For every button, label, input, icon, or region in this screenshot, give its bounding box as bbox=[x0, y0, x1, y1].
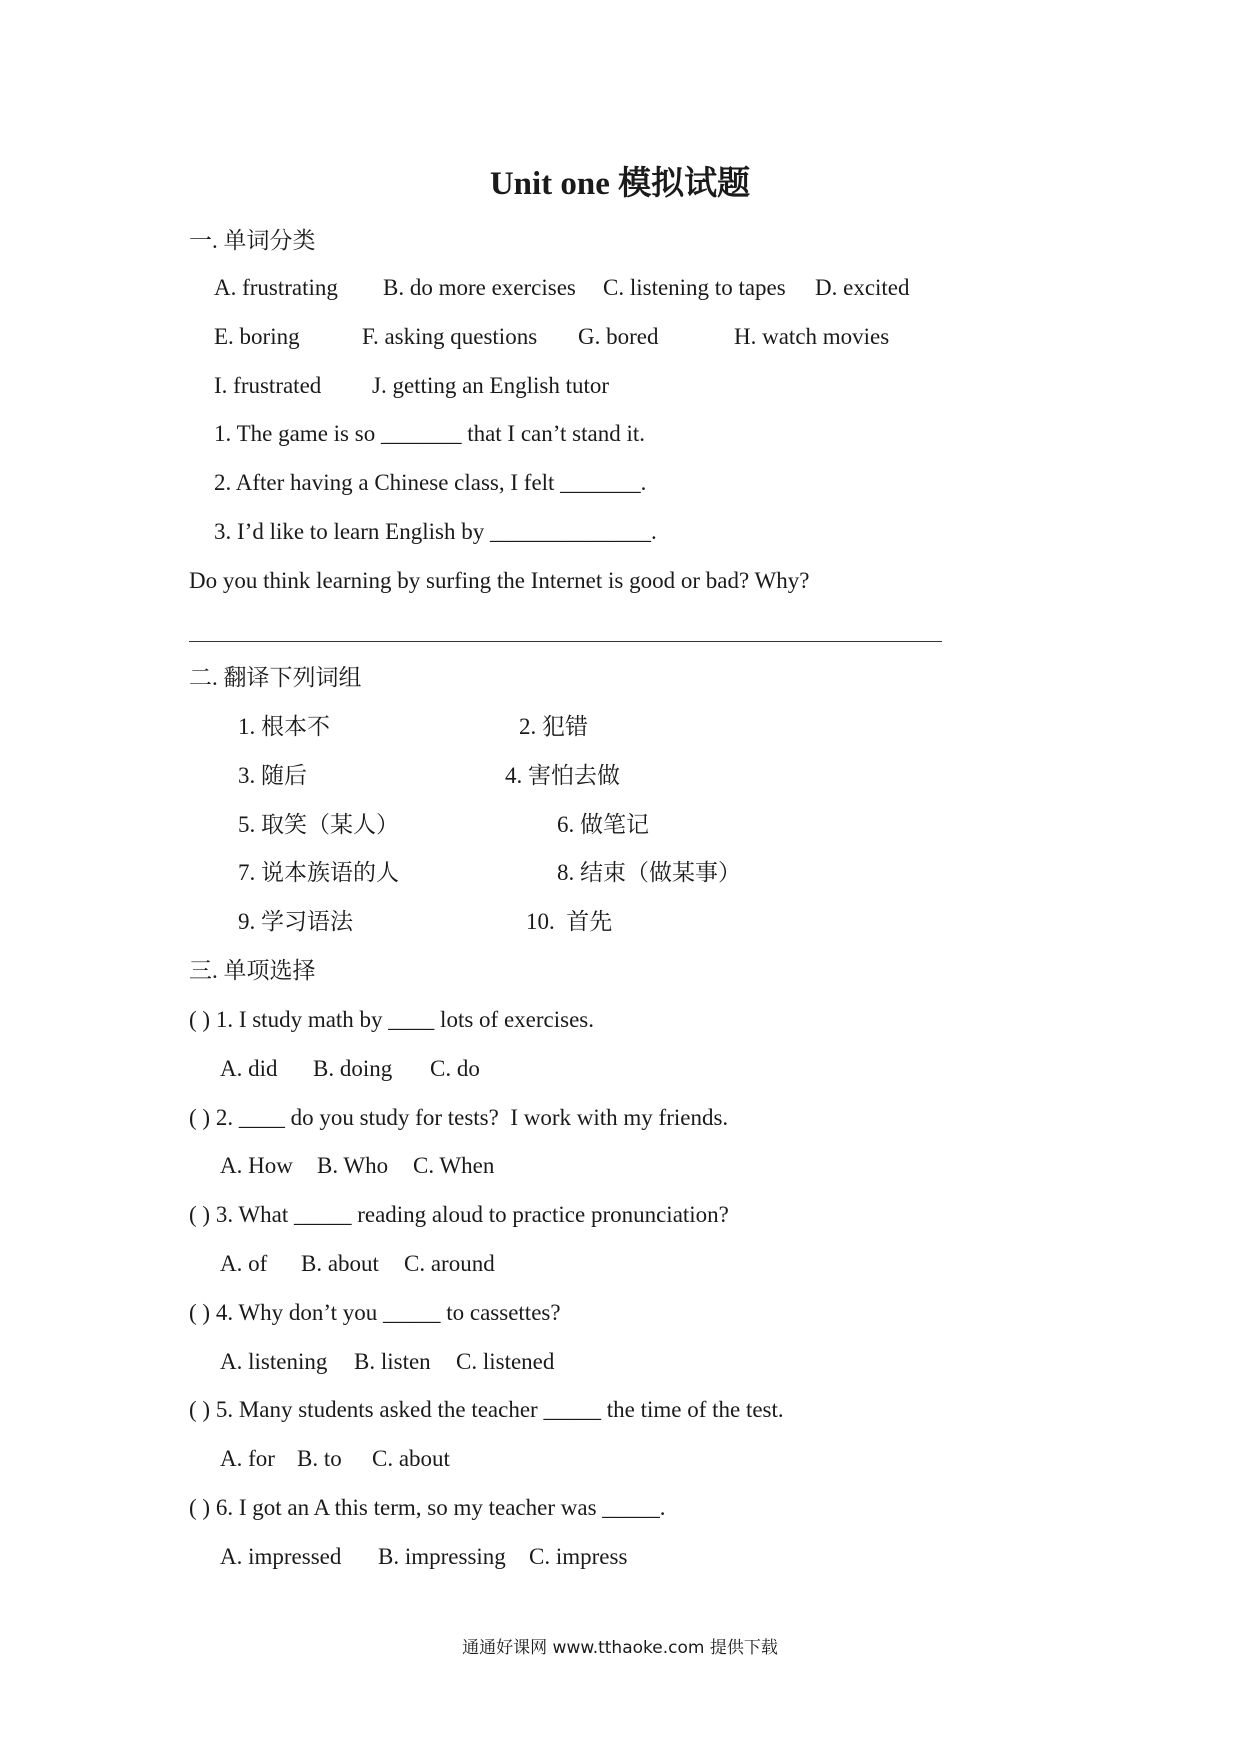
mc-q2-opt-a: A. How bbox=[220, 1153, 293, 1178]
section-2-heading: 二. 翻译下列词组 bbox=[189, 665, 362, 690]
option-i: I. frustrated bbox=[214, 373, 322, 398]
mc-q3-opt-b: B. about bbox=[301, 1251, 379, 1276]
fill-sentence-3: 3. I’d like to learn English by ______________. bbox=[214, 519, 657, 544]
mc-q2-opt-c: C. When bbox=[413, 1153, 495, 1178]
mc-question-4: ( ) 4. Why don’t you _____ to cassettes? bbox=[189, 1300, 561, 1325]
translate-item-10: 10. 首先 bbox=[526, 909, 613, 934]
translate-item-8: 8. 结束（做某事） bbox=[557, 860, 741, 885]
translate-item-4: 4. 害怕去做 bbox=[505, 763, 620, 788]
option-h: H. watch movies bbox=[734, 324, 890, 349]
mc-q4-opt-b: B. listen bbox=[354, 1349, 431, 1374]
option-j: J. getting an English tutor bbox=[372, 373, 610, 398]
translate-item-1: 1. 根本不 bbox=[238, 714, 330, 739]
mc-question-6: ( ) 6. I got an A this term, so my teacher was _____. bbox=[189, 1495, 666, 1520]
option-a: A. frustrating bbox=[214, 275, 338, 300]
page-title: Unit one 模拟试题 bbox=[489, 166, 751, 202]
mc-q1-opt-b: B. doing bbox=[313, 1056, 393, 1081]
translate-item-3: 3. 随后 bbox=[238, 763, 307, 788]
option-b: B. do more exercises bbox=[383, 275, 576, 300]
answer-line bbox=[189, 641, 942, 642]
section-1-heading: 一. 单词分类 bbox=[189, 228, 316, 253]
translate-item-7: 7. 说本族语的人 bbox=[238, 860, 399, 885]
mc-q4-opt-a: A. listening bbox=[220, 1349, 328, 1374]
option-e: E. boring bbox=[214, 324, 300, 349]
mc-q2-opt-b: B. Who bbox=[317, 1153, 389, 1178]
translate-item-9: 9. 学习语法 bbox=[238, 909, 353, 934]
translate-item-5: 5. 取笑（某人） bbox=[238, 812, 399, 837]
mc-q6-opt-c: C. impress bbox=[529, 1544, 628, 1569]
mc-question-1: ( ) 1. I study math by ____ lots of exercises. bbox=[189, 1007, 594, 1032]
mc-question-2: ( ) 2. ____ do you study for tests? I work with my friends. bbox=[189, 1105, 729, 1130]
fill-sentence-2: 2. After having a Chinese class, I felt _______. bbox=[214, 470, 647, 495]
option-g: G. bored bbox=[578, 324, 659, 349]
mc-q5-opt-b: B. to bbox=[297, 1446, 342, 1471]
mc-q1-opt-c: C. do bbox=[430, 1056, 480, 1081]
option-f: F. asking questions bbox=[362, 324, 538, 349]
mc-q4-opt-c: C. listened bbox=[456, 1349, 555, 1374]
mc-q5-opt-c: C. about bbox=[372, 1446, 450, 1471]
mc-question-5: ( ) 5. Many students asked the teacher _____ the time of the test. bbox=[189, 1397, 784, 1422]
mc-q3-opt-a: A. of bbox=[220, 1251, 268, 1276]
mc-q1-opt-a: A. did bbox=[220, 1056, 278, 1081]
fill-sentence-1: 1. The game is so _______ that I can’t stand it. bbox=[214, 421, 645, 446]
mc-q3-opt-c: C. around bbox=[404, 1251, 495, 1276]
translate-item-2: 2. 犯错 bbox=[519, 714, 588, 739]
translate-item-6: 6. 做笔记 bbox=[557, 812, 649, 837]
mc-question-3: ( ) 3. What _____ reading aloud to practice pronunciation? bbox=[189, 1202, 729, 1227]
option-c: C. listening to tapes bbox=[603, 275, 786, 300]
option-d: D. excited bbox=[815, 275, 910, 300]
mc-q6-opt-b: B. impressing bbox=[378, 1544, 506, 1569]
mc-q6-opt-a: A. impressed bbox=[220, 1544, 342, 1569]
open-question: Do you think learning by surfing the Internet is good or bad? Why? bbox=[189, 568, 810, 593]
section-3-heading: 三. 单项选择 bbox=[189, 958, 316, 983]
mc-q5-opt-a: A. for bbox=[220, 1446, 275, 1471]
page-footer: 通通好课网 www.tthaoke.com 提供下载 bbox=[462, 1638, 778, 1658]
